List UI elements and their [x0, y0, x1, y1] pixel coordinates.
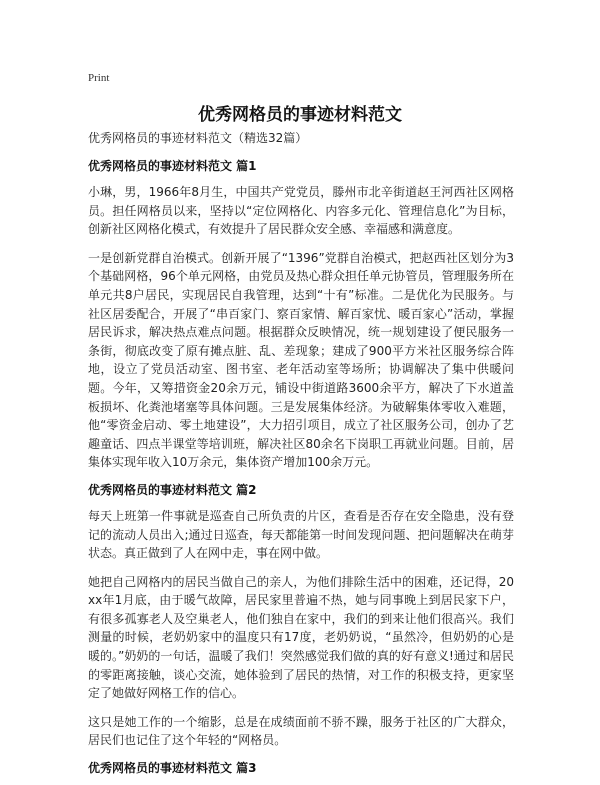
paragraph: 一是创新党群自治模式。创新开展了“1396”党群自治模式，把赵西社区划分为3个基础网格，96个单元网格，由党员及热心群众担任单元协管员，管理服务所在单元共8户居民，实现居民自我管理，达到“十有”标准。二是优化为民服务。与社区居委配合，开展了“串百家门、察百家情、解百家忧、暖百家心”活动，掌握居民诉求，解决热点难点问题。根据群众反映情况，统一规划建设了便民服务一条街，彻底改变了原有摊点脏、乱、差现象；建成了900平方米社区服务综合阵地，设立了党员活动室、图书室、老年活动室等场所；协调解决了集中供暖问题。今年，又筹措资金20余万元，铺设中街道路3600余平方，解决了下水道盖板损坏、化粪池堵塞等具体问题。三是发展集体经济。为破解集体零收入难题，他“零资金启动、零土地建设”，大力招引项目，成立了社区服务公司，创办了艺趣童话、四点半课堂等培训班，解决社区80余名下岗职工再就业问题。目前，居集体实现年收入10万余元，集体资产增加100余万元。: [88, 250, 514, 470]
paragraph: 她把自己网格内的居民当做自己的亲人，为他们排除生活中的困难，还记得，20xx年1月底，由于暖气故障，居民家里普遍不热，她与同事晚上到居民家下户，有很多孤寡老人及空巢老人，他们独自在家中，我们的到来让他们很高兴。我们测量的时候，老奶奶家中的温度只有17度，老奶奶说，“虽然冷，但奶奶的心是暖的。”奶奶的一句话，温暖了我们！突然感觉我们做的真的好有意义!通过和居民的零距离接触，谈心交流，她体验到了居民的热情，对工作的积极支持，更家坚定了她做好网格工作的信心。: [88, 574, 514, 701]
section-heading: 优秀网格员的事迹材料范文 篇2: [88, 482, 257, 497]
document-title: 优秀网格员的事迹材料范文: [198, 105, 402, 125]
section-1: [88, 158, 514, 472]
section-heading: 优秀网格员的事迹材料范文 篇1: [88, 159, 257, 173]
section-3: [88, 760, 514, 776]
section-2: [88, 482, 514, 750]
document-subtitle: 优秀网格员的事迹材料范文（精选32篇）: [88, 131, 308, 145]
section-heading: 优秀网格员的事迹材料范文 篇3: [88, 761, 257, 776]
paragraph: 小琳，男，1966年8月生，中国共产党党员，滕州市北辛街道赵王河西社区网格员。担任网格员以来，坚持以“定位网格化、内容多元化、管理信息化”为目标，创新社区网格化模式，有效提升了居民群众安全感、幸福感和满意度。: [88, 185, 514, 237]
document-body: [88, 130, 514, 785]
paragraph: 这只是她工作的一个缩影，总是在成绩面前不骄不躁，服务于社区的广大群众，居民们也记住了这个年轻的“网格员。: [88, 714, 514, 748]
paragraph: 每天上班第一件事就是巡查自己所负责的片区，查看是否存在安全隐患，没有登记的流动人员出入;通过日巡查，每天都能第一时间发现问题、把问题解决在萌芽状态。真正做到了人在网中走，事在网中做。: [88, 508, 514, 561]
print-label: Print: [88, 72, 110, 84]
